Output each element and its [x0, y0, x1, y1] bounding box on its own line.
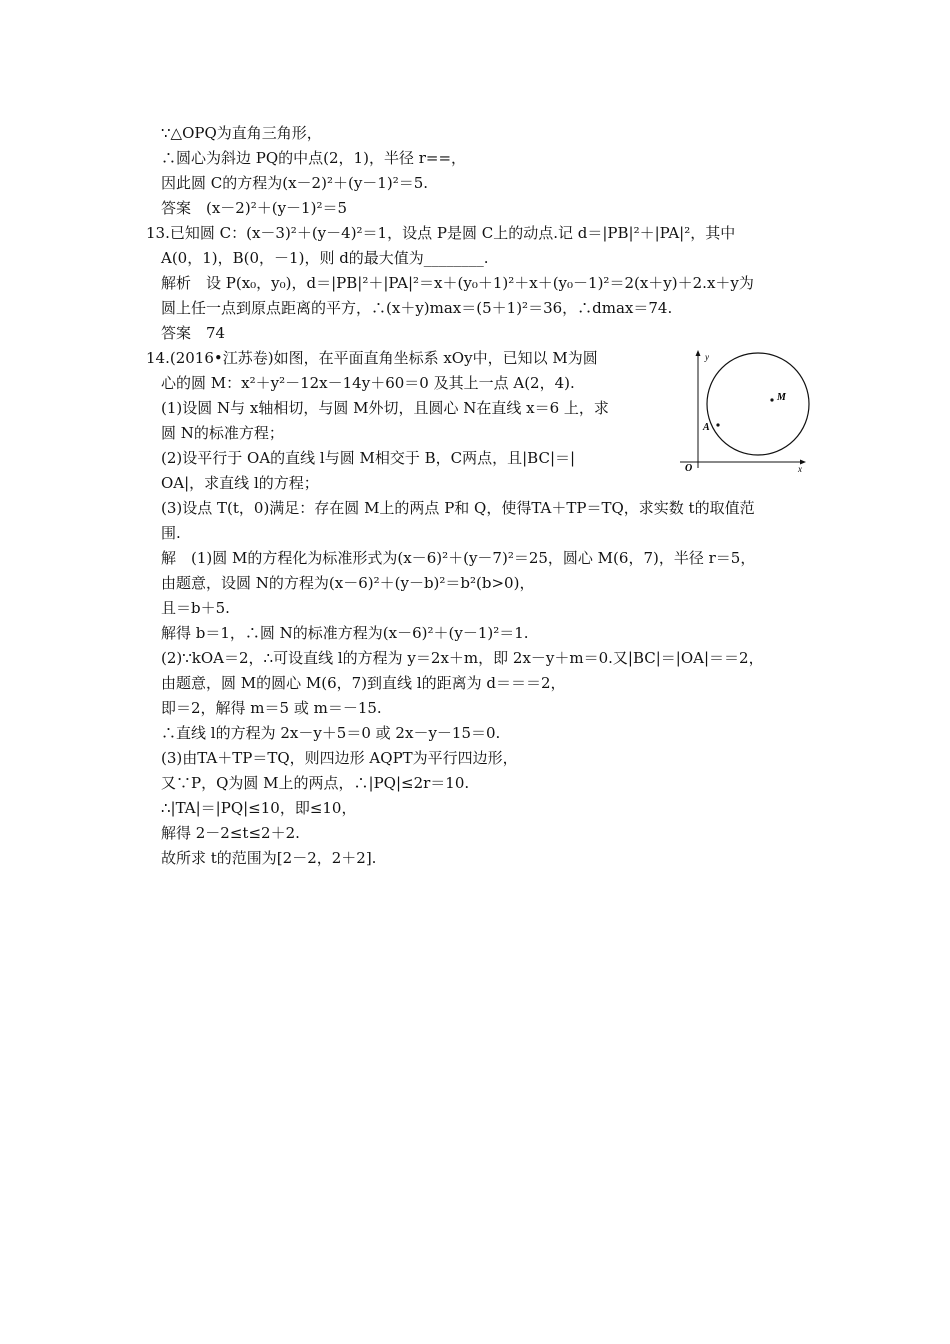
text-line: OA|，求直线 l的方程； [161, 474, 319, 492]
text-line: 即＝2，解得 m＝5 或 m＝－15. [161, 699, 382, 717]
text-line: 由题意，圆 M的圆心 M(6，7)到直线 l的距离为 d＝＝＝2， [161, 674, 566, 692]
text-line: (2)设平行于 OA的直线 l与圆 M相交于 B，C两点，且|BC|＝| [161, 449, 576, 467]
text-line: 且＝b＋5. [161, 599, 230, 617]
text-line: (2)∵kOA＝2，∴可设直线 l的方程为 y＝2x＋m，即 2x－y＋m＝0.又|BC|＝|OA|＝＝2， [161, 649, 764, 667]
text-line: 心的圆 M：x²＋y²－12x－14y＋60＝0 及其上一点 A(2，4). [161, 374, 575, 392]
point-a-label: A [703, 422, 710, 433]
text-line: 因此圆 C的方程为(x－2)²＋(y－1)²＝5. [161, 174, 429, 192]
y-axis-arrow [696, 350, 701, 356]
text-line: ∴圆心为斜边 PQ的中点(2，1)，半径 r==， [161, 149, 467, 167]
text-line: A(0，1)，B(0，－1)，则 d的最大值为________. [161, 249, 489, 267]
text-line: 由题意，设圆 N的方程为(x－6)²＋(y－b)²＝b²(b>0)， [161, 574, 535, 592]
center-label: M [777, 392, 786, 403]
problem-13-stem: 13.已知圆 C：(x－3)²＋(y－4)²＝1，设点 P是圆 C上的动点.记 d＝|PB|²＋|PA|²，其中 [146, 224, 736, 242]
text-line: ∵△OPQ为直角三角形， [161, 124, 322, 142]
circle-m [707, 353, 809, 455]
origin-label: O [685, 463, 693, 472]
text-line: 解得 b＝1，∴圆 N的标准方程为(x－6)²＋(y－1)²＝1. [161, 624, 529, 642]
text-line: (3)由TA＋TP＝TQ，则四边形 AQPT为平行四边形， [161, 749, 518, 767]
text-line: 又∵P，Q为圆 M上的两点，∴|PQ|≤2r＝10. [161, 774, 470, 792]
circle-diagram [676, 348, 810, 472]
solution-line: 解析 设 P(x₀，y₀)，d＝|PB|²＋|PA|²＝x＋(y₀＋1)²＋x＋(y₀－1)²＝2(x＋y)＋2.x＋y为 [161, 274, 754, 292]
text-line: 圆 N的标准方程； [161, 424, 284, 442]
text-line: 圆上任一点到原点距离的平方，∴(x＋y)max＝(5＋1)²＝36，∴dmax＝74. [161, 299, 673, 317]
circle-diagram-svg [676, 348, 810, 472]
text-line: 故所求 t的范围为[2－2，2＋2]. [161, 849, 377, 867]
answer-line: 答案 (x－2)²＋(y－1)²＝5 [161, 199, 347, 217]
problem-14-stem: 14.(2016•江苏卷)如图，在平面直角坐标系 xOy中，已知以 M为圆 [146, 349, 598, 367]
x-axis-label: x [798, 464, 802, 472]
text-line: ∴|TA|＝|PQ|≤10，即≤10， [161, 799, 357, 817]
solution-line: 解 (1)圆 M的方程化为标准形式为(x－6)²＋(y－7)²＝25，圆心 M(6，7)，半径 r＝5， [161, 549, 756, 567]
text-line: ∴直线 l的方程为 2x－y＋5＝0 或 2x－y－15＝0. [161, 724, 501, 742]
center-point-m [770, 398, 773, 401]
text-line: 围. [161, 524, 181, 542]
text-line: (3)设点 T(t，0)满足：存在圆 M上的两点 P和 Q，使得TA＋TP＝TQ，求实数 t的取值范 [161, 499, 755, 517]
text-line: (1)设圆 N与 x轴相切，与圆 M外切，且圆心 N在直线 x＝6 上，求 [161, 399, 609, 417]
point-a [716, 423, 719, 426]
y-axis-label: y [705, 352, 709, 362]
text-line: 解得 2－2≤t≤2＋2. [161, 824, 300, 842]
answer-line: 答案 74 [161, 324, 226, 342]
